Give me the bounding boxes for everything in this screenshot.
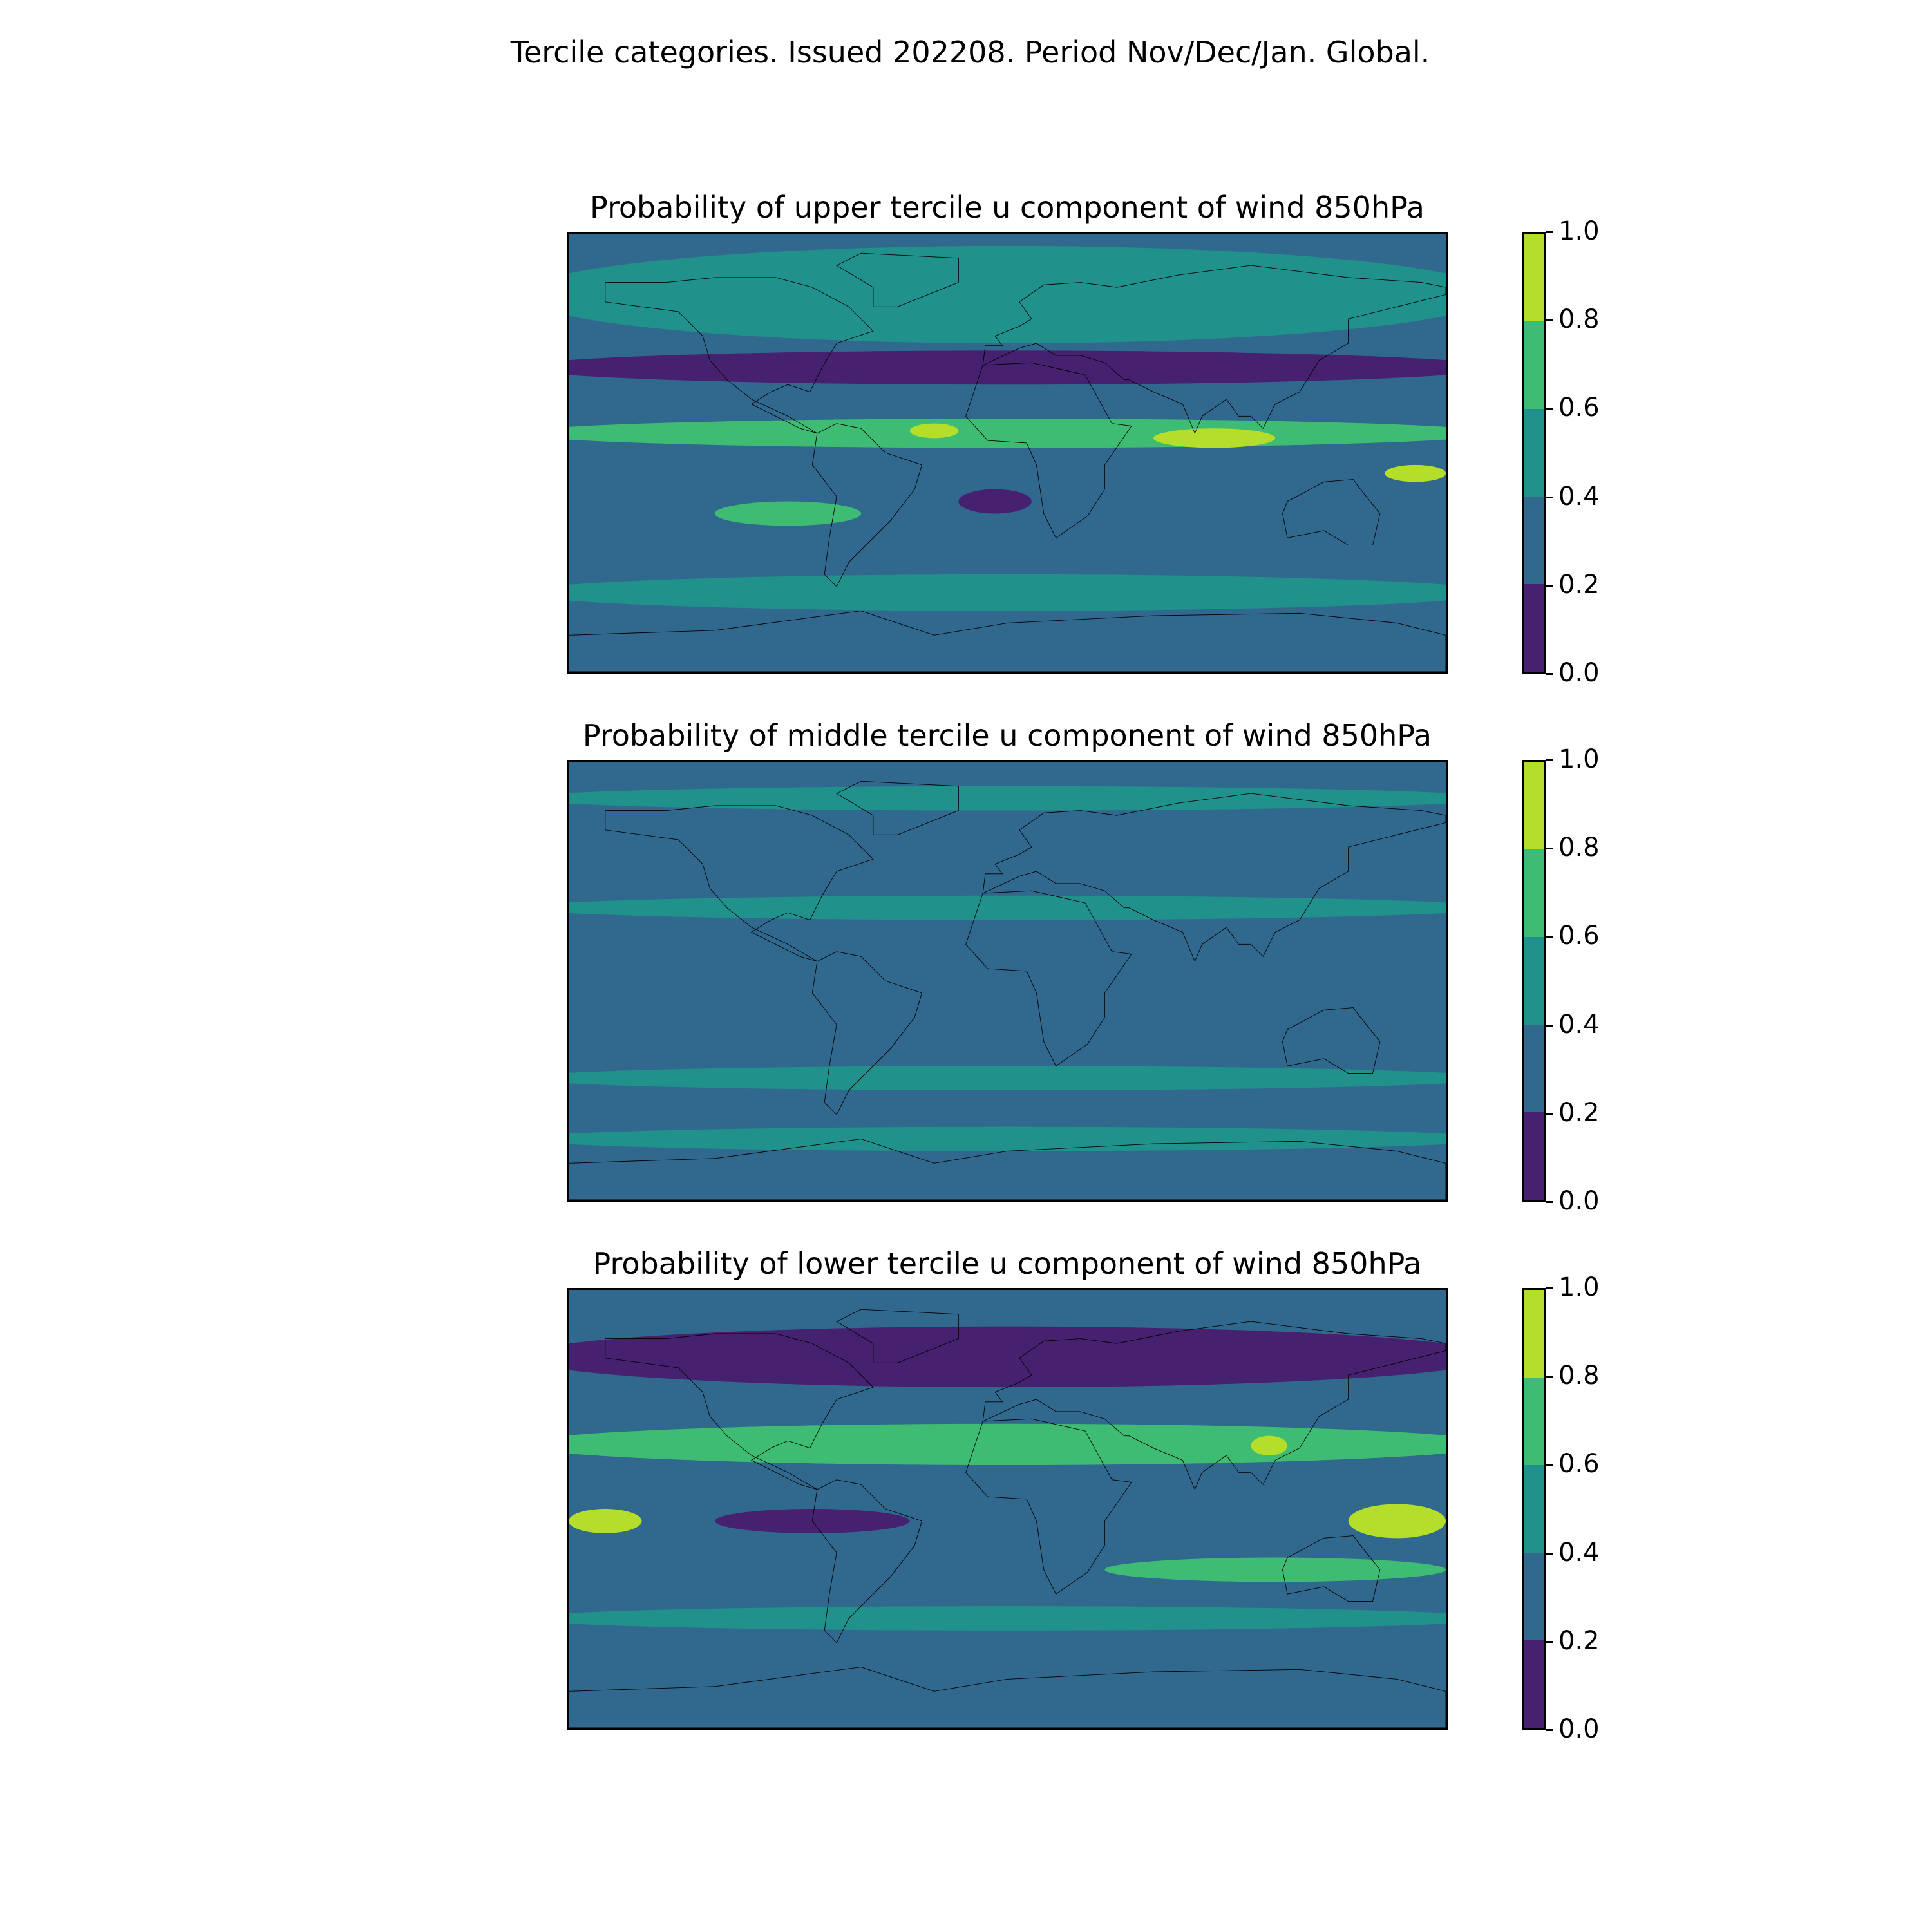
probability-region-5 <box>1385 465 1446 482</box>
colorbar-tick-mark <box>1546 1641 1553 1643</box>
panel-title-middle: Probability of middle tercile u component of wind 850hPa <box>582 718 1432 753</box>
probability-region-7 <box>715 502 861 526</box>
map-middle-tercile <box>567 760 1448 1202</box>
colorbar-tick-label: 0.8 <box>1558 305 1600 335</box>
colorbar-lower <box>1522 1288 1546 1730</box>
colorbar-level-0 <box>1524 1640 1544 1728</box>
colorbar-level-0 <box>1524 1112 1544 1200</box>
colorbar-tick-mark <box>1546 673 1553 675</box>
colorbar-level-3 <box>1524 849 1544 937</box>
probability-region-3 <box>569 1127 1446 1151</box>
colorbar-tick-label: 1.0 <box>1558 216 1600 246</box>
colorbar-level-2 <box>1524 937 1544 1025</box>
colorbar-tick-label: 0.2 <box>1558 569 1600 600</box>
colorbar-tick-mark <box>1546 1376 1553 1378</box>
probability-region-5 <box>1349 1504 1446 1538</box>
probability-region-1 <box>569 1424 1446 1465</box>
map-canvas-upper <box>569 234 1446 672</box>
colorbar-level-1 <box>1524 497 1544 584</box>
colorbar-tick-label: 0.2 <box>1558 1097 1600 1128</box>
colorbar-level-3 <box>1524 321 1544 409</box>
colorbar-level-2 <box>1524 409 1544 497</box>
colorbar-tick-mark <box>1546 585 1553 587</box>
colorbar-level-4 <box>1524 1290 1544 1378</box>
probability-region-3 <box>910 424 959 439</box>
colorbar-tick-label: 0.4 <box>1558 1537 1600 1567</box>
colorbar-tick-label: 1.0 <box>1558 744 1600 774</box>
colorbar-tick-label: 0.6 <box>1558 921 1600 951</box>
colorbar-tick-mark <box>1546 1553 1553 1555</box>
colorbar-tick-label: 0.8 <box>1558 833 1600 863</box>
colorbar-tick-mark <box>1546 936 1553 938</box>
colorbar-tick-mark <box>1546 319 1553 321</box>
colorbar-level-4 <box>1524 762 1544 849</box>
colorbar-tick-label: 0.8 <box>1558 1361 1600 1391</box>
probability-region-0 <box>569 1327 1446 1387</box>
probability-region-4 <box>1153 428 1275 448</box>
colorbar-tick-mark <box>1546 759 1553 761</box>
probability-region-7 <box>569 1606 1446 1631</box>
probability-region-2 <box>569 1066 1446 1090</box>
probability-region-2 <box>569 419 1446 448</box>
probability-region-0 <box>569 246 1446 343</box>
colorbar-tick-label: 0.4 <box>1558 481 1600 511</box>
map-upper-tercile <box>567 232 1448 674</box>
colorbar-tick-mark <box>1546 1025 1553 1027</box>
probability-region-8 <box>569 574 1446 611</box>
colorbar-tick-mark <box>1546 408 1553 410</box>
probability-region-2 <box>1251 1436 1287 1455</box>
colorbar-tick-mark <box>1546 1729 1553 1731</box>
colorbar-level-0 <box>1524 584 1544 672</box>
colorbar-tick-label: 0.6 <box>1558 1449 1600 1479</box>
colorbar-tick-label: 0.4 <box>1558 1009 1600 1039</box>
colorbar-tick-mark <box>1546 231 1553 233</box>
map-canvas-middle <box>569 762 1446 1200</box>
colorbar-tick-label: 0.0 <box>1558 1714 1600 1744</box>
colorbar-upper <box>1522 232 1546 674</box>
colorbar-tick-label: 0.0 <box>1558 1186 1600 1216</box>
colorbar-level-4 <box>1524 234 1544 321</box>
colorbar-tick-label: 0.6 <box>1558 393 1600 423</box>
colorbar-tick-label: 1.0 <box>1558 1273 1600 1302</box>
colorbar-tick-mark <box>1546 1464 1553 1466</box>
colorbar-level-1 <box>1524 1553 1544 1640</box>
colorbar-tick-mark <box>1546 1113 1553 1115</box>
colorbar-middle <box>1522 760 1546 1202</box>
colorbar-tick-mark <box>1546 848 1553 849</box>
probability-region-6 <box>958 489 1032 514</box>
colorbar-tick-mark <box>1546 1287 1553 1289</box>
colorbar-level-1 <box>1524 1025 1544 1112</box>
colorbar-tick-mark <box>1546 497 1553 498</box>
map-canvas-lower <box>569 1290 1446 1728</box>
probability-region-1 <box>569 350 1446 384</box>
colorbar-tick-mark <box>1546 1201 1553 1203</box>
panel-title-lower: Probability of lower tercile u component of wind 850hPa <box>592 1246 1422 1281</box>
panel-title-upper: Probability of upper tercile u component of wind 850hPa <box>590 190 1425 225</box>
probability-region-1 <box>569 896 1446 920</box>
figure-title: Tercile categories. Issued 202208. Period Nov/Dec/Jan. Global. <box>510 35 1430 70</box>
probability-region-6 <box>1104 1558 1446 1582</box>
colorbar-tick-label: 0.2 <box>1558 1625 1600 1656</box>
probability-region-4 <box>569 1509 642 1533</box>
colorbar-tick-label: 0.0 <box>1558 658 1600 688</box>
map-lower-tercile <box>567 1288 1448 1730</box>
colorbar-level-2 <box>1524 1465 1544 1553</box>
colorbar-level-3 <box>1524 1378 1544 1465</box>
